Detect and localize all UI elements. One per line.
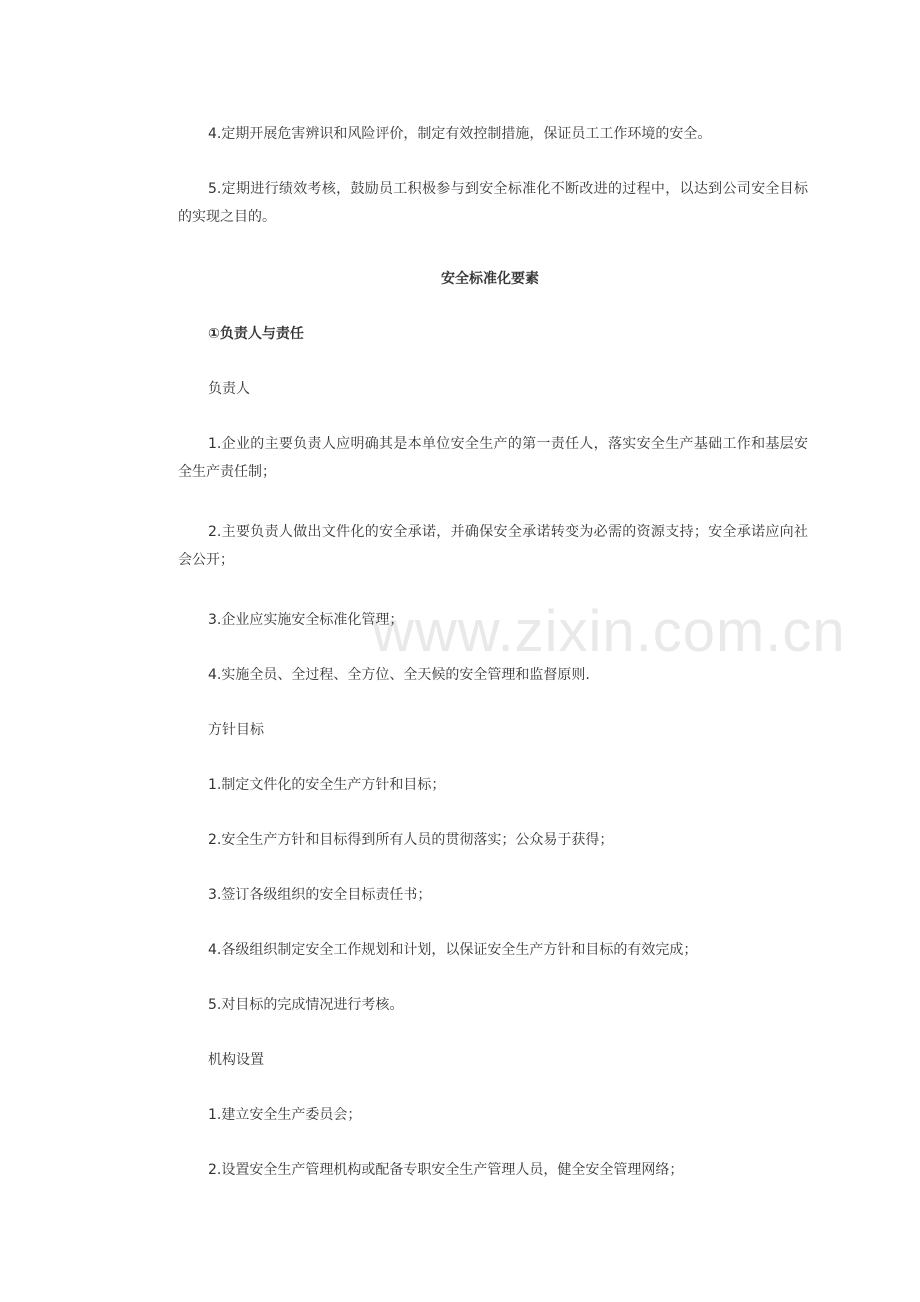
subsection-title: ①负责人与责任	[208, 326, 304, 342]
paragraph-responsible-1: 1.企业的主要负责人应明确其是本单位安全生产的第一责任人，落实安全生产基础工作和基层安全生产责任制；	[178, 436, 808, 480]
paragraph-organization-2: 2.设置安全生产管理机构或配备专职安全生产管理人员，健全安全管理网络；	[208, 1162, 684, 1178]
paragraph-item-5-performance: 5.定期进行绩效考核，鼓励员工积极参与到安全标准化不断改进的过程中，以达到公司安全目标的实现之目的。	[178, 181, 808, 225]
watermark: www.zixin.com.cn	[372, 599, 846, 664]
paragraph-policy-4: 4.各级组织制定安全工作规划和计划，以保证安全生产方针和目标的有效完成；	[208, 942, 698, 958]
paragraph-policy-5: 5.对目标的完成情况进行考核。	[208, 997, 404, 1013]
paragraph-responsible-2: 2.主要负责人做出文件化的安全承诺，并确保安全承诺转变为必需的资源支持；安全承诺应向社会公开；	[178, 524, 808, 568]
paragraph-responsible-3: 3.企业应实施安全标准化管理；	[208, 612, 404, 628]
paragraph-policy-3: 3.签订各级组织的安全目标责任书；	[208, 887, 432, 903]
paragraph-item-4-hazard: 4.定期开展危害辨识和风险评价，制定有效控制措施，保证员工工作环境的安全。	[208, 126, 712, 142]
heading-responsible-person: 负责人	[208, 381, 250, 397]
paragraph-organization-1: 1.建立安全生产委员会；	[208, 1107, 362, 1123]
paragraph-policy-1: 1.制定文件化的安全生产方针和目标；	[208, 777, 446, 793]
heading-policy-goals: 方针目标	[208, 722, 264, 738]
paragraph-policy-2: 2.安全生产方针和目标得到所有人员的贯彻落实；公众易于获得；	[208, 832, 614, 848]
section-title: 安全标准化要素	[441, 271, 539, 287]
paragraph-responsible-4: 4.实施全员、全过程、全方位、全天候的安全管理和监督原则.	[208, 667, 590, 683]
heading-organization: 机构设置	[208, 1052, 264, 1068]
